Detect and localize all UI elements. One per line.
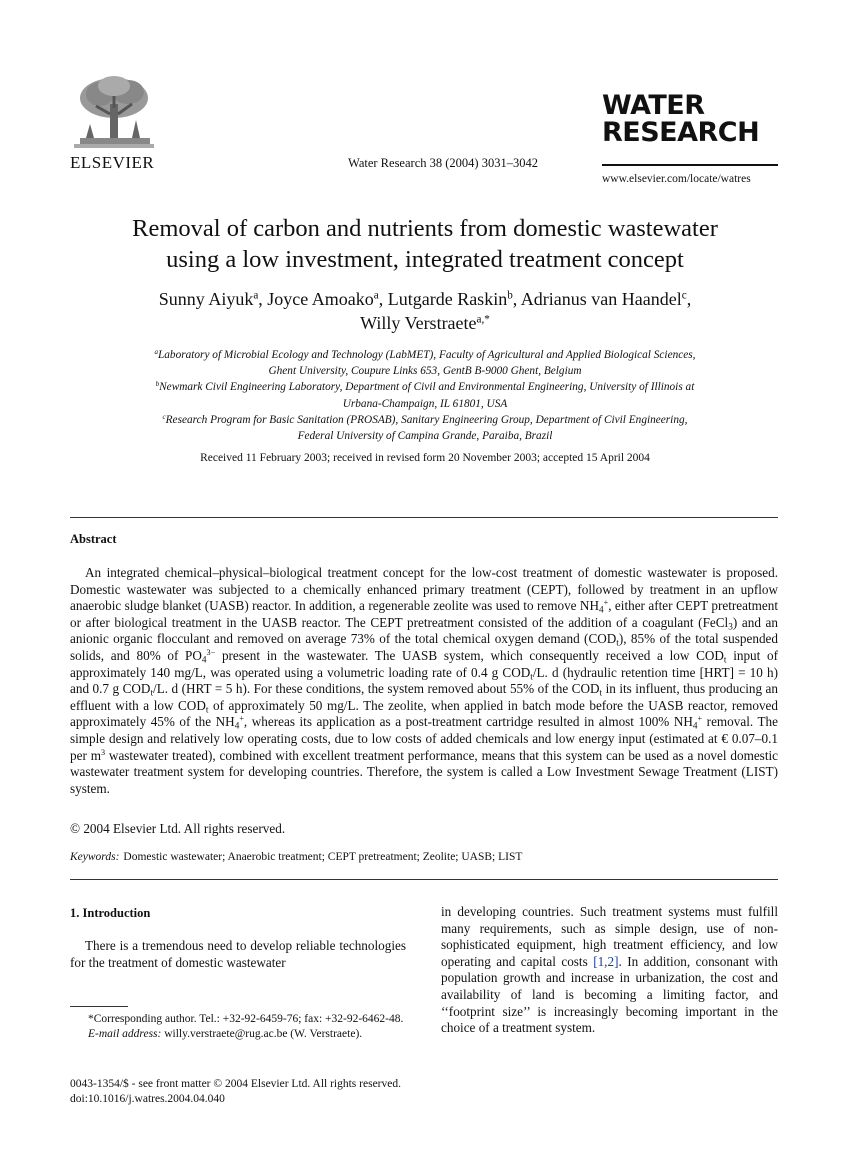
keywords-text: Domestic wastewater; Anaerobic treatment; CEPT pretreatment; Zeolite; UASB; LIST: [123, 851, 523, 863]
title-line-1: Removal of carbon and nutrients from domestic wastewater: [132, 215, 718, 242]
citation-link[interactable]: [1,2]: [593, 953, 619, 969]
title-line-2: using a low investment, integrated treatment concept: [166, 246, 684, 273]
footer-info: [70, 1077, 401, 1107]
journal-logo: [602, 92, 782, 146]
author-list: [60, 287, 790, 335]
issn-line: 0043-1354/$ - see front matter © 2004 Elsevier Ltd. All rights reserved.: [70, 1078, 401, 1090]
journal-logo-line2: RESEARCH: [602, 117, 760, 148]
elsevier-tree-logo: [70, 74, 158, 152]
journal-url[interactable]: www.elsevier.com/locate/watres: [602, 173, 751, 185]
logo-divider: [602, 164, 778, 166]
abstract-paragraph: An integrated chemical–physical–biological treatment concept for the low-cost treatment of domestic wastewater is proposed. Domestic wastewater was subjected to a chemically enhanced primary treatment (CEPT), followed by treatment in an upflow anaerobic sludge blanket (UASB) reactor. In addition, a regenerable zeolite was used to remove $NH_4^+$, either after CEPT pretreatment or after biological treatment in the UASB reactor. The CEPT pretreatment consisted of the addition of a coagulant (FeCl$_3$) and an anionic organic flocculant and removed on average 73% of the total chemical oxygen demand $(COD_t)$, 85% of the total suspended solids, and 80% of $PO_4^{3-}$ present in the wastewater. The UASB system, which consequently received a low $COD_t$ input of approximately 140 mg/L, was operated using a volumetric loading rate of 0.4 g $COD_t/L$. d (hydraulic retention time [HRT] = 10 h) and 0.7 g $COD_t/L$. d (HRT = 5 h). For these conditions, the system removed about 55% of the $COD_t$ in its influent, thus producing an effluent with a low $COD_t$ of approximately 50 mg/L. The zeolite, when applied in batch mode before the UASB reactor, removed approximately 45% of the $NH_4^+$, whereas its application as a post-treatment cartridge resulted in almost 100% $NH_4^+$ removal. The simple design and relatively low operating costs, due to low costs of added chemicals and low energy input (estimated at € 0.07–0.1 per $m^3$ wastewater treated), combined with excellent treatment performance, means that this system can be used as a novel domestic wastewater treatment system for developing countries. Therefore, the system is called a Low Investment Sewage Treatment (LIST) system.: [70, 565, 779, 796]
affiliation: $^b$Newmark Civil Engineering Laboratory, Department of Civil and Environmental Engineering, University of Illinois at: [155, 380, 695, 394]
divider: [70, 879, 778, 880]
affiliation-cont: Federal University of Campina Grande, Paraiba, Brazil: [297, 430, 553, 443]
divider: [70, 517, 778, 518]
corresponding-author: *Corresponding author. Tel.: +32-92-6459-76; fax: +32-92-6462-48.: [88, 1013, 404, 1025]
publisher-name: ELSEVIER: [70, 153, 155, 172]
intro-left-column: There is a tremendous need to develop reliable technologies for the treatment of domestic wastewater: [70, 938, 406, 970]
email-line: E-mail address: willy.verstraete@rug.ac.be (W. Verstraete).: [88, 1028, 363, 1040]
affiliation: $^c$Research Program for Basic Sanitation (PROSAB), Sanitary Engineering Group, Department of Civil Engineering,: [162, 412, 688, 426]
author: Willy Verstraete$^{a,*}$: [360, 313, 490, 333]
affiliation-cont: Urbana-Champaign, IL 61801, USA: [342, 397, 508, 410]
section-heading: 1. Introduction: [70, 906, 151, 920]
author: Adrianus van Haandel$^c$,: [520, 289, 692, 309]
abstract-body: [70, 565, 778, 797]
author: Sunny Aiyuk$^a$,: [158, 289, 268, 309]
received-dates: Received 11 February 2003; received in revised form 20 November 2003; accepted 15 April 2004: [200, 452, 650, 464]
footnote: [70, 1012, 406, 1042]
affiliation: $^a$Laboratory of Microbial Ecology and Technology (LabMET), Faculty of Agricultural and Applied Biological Sciences,: [154, 347, 696, 361]
email-address[interactable]: willy.verstraete@rug.ac.be (W. Verstraete).: [161, 1028, 363, 1040]
footnote-rule: [70, 1006, 128, 1007]
author: Lutgarde Raskin$^b$,: [387, 289, 521, 309]
author: Joyce Amoako$^a$,: [267, 289, 388, 309]
affiliation-cont: Ghent University, Coupure Links 653, GentB B-9000 Ghent, Belgium: [268, 365, 582, 378]
article-title: [60, 213, 790, 275]
keywords: [70, 851, 522, 863]
journal-reference: Water Research 38 (2004) 3031–3042: [348, 156, 538, 170]
doi-line[interactable]: doi:10.1016/j.watres.2004.04.040: [70, 1093, 225, 1105]
journal-logo-line1: WATER: [602, 90, 705, 121]
affiliations: [80, 347, 770, 444]
abstract-heading: Abstract: [70, 532, 117, 546]
abstract-copyright: © 2004 Elsevier Ltd. All rights reserved.: [70, 821, 286, 836]
keywords-label: Keywords:: [70, 851, 120, 863]
intro-right-column: in developing countries. Such treatment systems must fulfill many requirements, such as simple design, use of non-sophisticated equipment, high treatment efficiency, and low operating and capital costs [1,2]. In addition, consonant with population growth and increase in urbanization, the cost and availability of land is becoming a limiting factor, and ‘‘footprint size’’ is increasingly becoming important in the choice of a treatment system.: [441, 904, 778, 1036]
